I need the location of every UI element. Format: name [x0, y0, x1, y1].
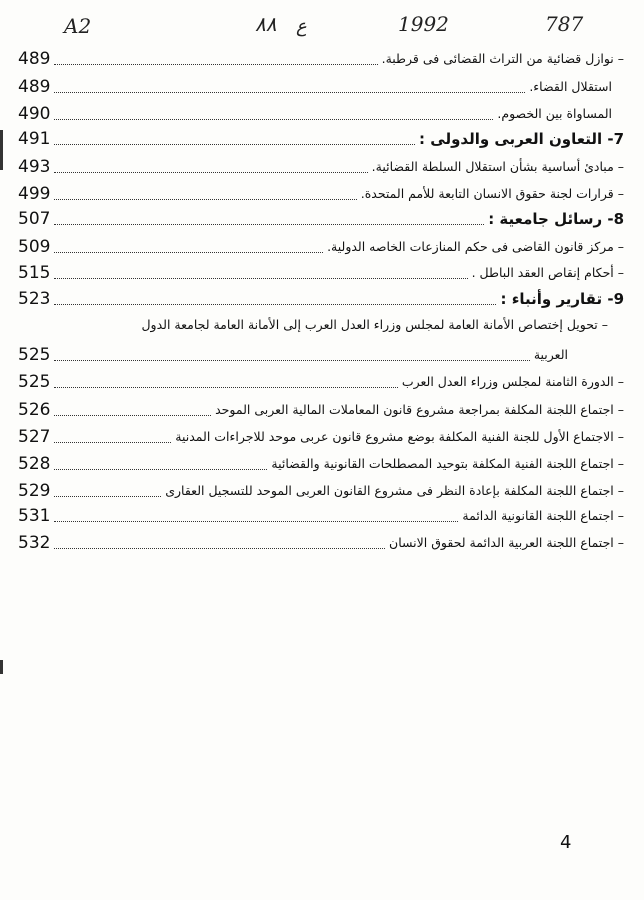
- dot-leader: [54, 144, 415, 145]
- toc-section-heading: [18, 127, 626, 149]
- toc-entry: [18, 479, 626, 501]
- dot-leader: [54, 387, 397, 388]
- section-title: 9- تقارير وأنباء :: [500, 290, 624, 308]
- toc-page-number: 531: [18, 506, 51, 526]
- dot-leader: [54, 199, 356, 200]
- toc-entry-title: – اجتماع اللجنة العربية الدائمة لحقوق الانسان: [389, 535, 624, 550]
- dot-leader: [54, 92, 525, 93]
- section-title: 8- رسائل جامعية :: [488, 210, 624, 228]
- toc-page-number: 525: [18, 372, 51, 392]
- toc-entry: [18, 370, 626, 392]
- dot-leader: [54, 496, 161, 497]
- handwritten-code: A2: [64, 14, 92, 38]
- toc-entry-title-line1: – تحويل إختصاص الأمانة العامة لمجلس وزراء العدل العرب إلى الأمانة العامة لجامعة الدول: [141, 317, 608, 332]
- toc-page-number: 491: [18, 129, 51, 149]
- dot-leader: [54, 521, 458, 522]
- toc-entry: [18, 155, 626, 177]
- toc-page-number: 499: [18, 184, 51, 204]
- toc-entry-title: – مبادئ أساسية بشأن استقلال السلطة القضائية.: [371, 159, 624, 174]
- toc-page-number: 528: [18, 454, 51, 474]
- toc-page-number: 507: [18, 209, 51, 229]
- toc-page-number: 509: [18, 237, 51, 257]
- toc-page-number: 532: [18, 533, 51, 553]
- toc-section-heading: [18, 207, 626, 229]
- handwritten-reference: 787: [545, 12, 584, 36]
- toc-entry-title-line2: العربية: [533, 347, 568, 362]
- toc-entry-title: – قرارات لجنة حقوق الانسان التابعة للأمم المتحدة.: [360, 186, 624, 201]
- toc-entry: [18, 504, 626, 526]
- toc-page-number: 493: [18, 157, 51, 177]
- dot-leader: [54, 415, 211, 416]
- toc-entry: [18, 398, 626, 420]
- toc-page-number: 490: [18, 104, 51, 124]
- toc-entry-title: – الدورة الثامنة لمجلس وزراء العدل العرب: [401, 374, 624, 389]
- dot-leader: [54, 304, 496, 305]
- toc-entry-title: – اجتماع اللجنة المكلفة بمراجعة مشروع قانون المعاملات المالية العربى الموحد: [215, 402, 624, 417]
- dot-leader: [54, 119, 493, 120]
- toc-entry: [18, 182, 626, 204]
- toc-entry-title: – اجتماع اللجنة المكلفة بإعادة النظر فى مشروع القانون العربى الموحد للتسجيل العقارى: [165, 483, 624, 498]
- handwritten-issue-number: ٨٨: [255, 12, 277, 36]
- scan-edge-mark: [0, 660, 3, 674]
- toc-page-number: 527: [18, 427, 51, 447]
- toc-entry-title: – نوازل قضائية من التراث القضائى فى قرطبة.: [381, 51, 624, 66]
- toc-entry-title: – اجتماع اللجنة القانونية الدائمة: [462, 508, 624, 523]
- toc-entry: [18, 261, 626, 283]
- toc-entry: [18, 425, 626, 447]
- toc-entry: [18, 102, 626, 124]
- toc-entry-title: – اجتماع اللجنة الفنية المكلفة بتوحيد المصطلحات القانونية والقضائية: [271, 456, 624, 471]
- toc-page-number: 489: [18, 49, 51, 69]
- dot-leader: [54, 278, 467, 279]
- toc-entry-title: استقلال القضاء.: [529, 79, 612, 94]
- handwritten-mark: ع: [296, 16, 307, 37]
- toc-section-heading: [18, 287, 626, 309]
- toc-entry-title: – الاجتماع الأول للجنة الفنية المكلفة بوضع مشروع قانون عربى موحد للاجراءات المدنية: [175, 429, 624, 444]
- toc-page-number: 523: [18, 289, 51, 309]
- section-title: 7- التعاون العربى والدولى :: [419, 130, 624, 148]
- toc-entry: [18, 47, 626, 69]
- toc-entry: [18, 452, 626, 474]
- toc-entry-title: المساواة بين الخصوم.: [497, 106, 612, 121]
- toc-entry: [18, 235, 626, 257]
- dot-leader: [54, 469, 267, 470]
- toc-entry: [18, 531, 626, 553]
- toc-entry-title: – أحكام إنقاص العقد الباطل .: [471, 265, 624, 280]
- toc-entry-title: – مركز قانون القاضى فى حكم المنازعات الخاصه الدولية.: [327, 239, 624, 254]
- scan-edge-mark: [0, 130, 3, 170]
- toc-entry: [18, 343, 626, 365]
- dot-leader: [54, 172, 367, 173]
- toc-page-number: 515: [18, 263, 51, 283]
- toc-page-number: 489: [18, 77, 51, 97]
- page-number: 4: [560, 832, 572, 853]
- toc-page-number: 529: [18, 481, 51, 501]
- dot-leader: [54, 64, 377, 65]
- toc-page-number: 526: [18, 400, 51, 420]
- dot-leader: [54, 224, 484, 225]
- dot-leader: [54, 252, 323, 253]
- dot-leader: [54, 548, 385, 549]
- toc-page-number: 525: [18, 345, 51, 365]
- dot-leader: [54, 442, 171, 443]
- handwritten-year: 1992: [398, 12, 449, 36]
- dot-leader: [54, 360, 529, 361]
- toc-entry: [18, 75, 626, 97]
